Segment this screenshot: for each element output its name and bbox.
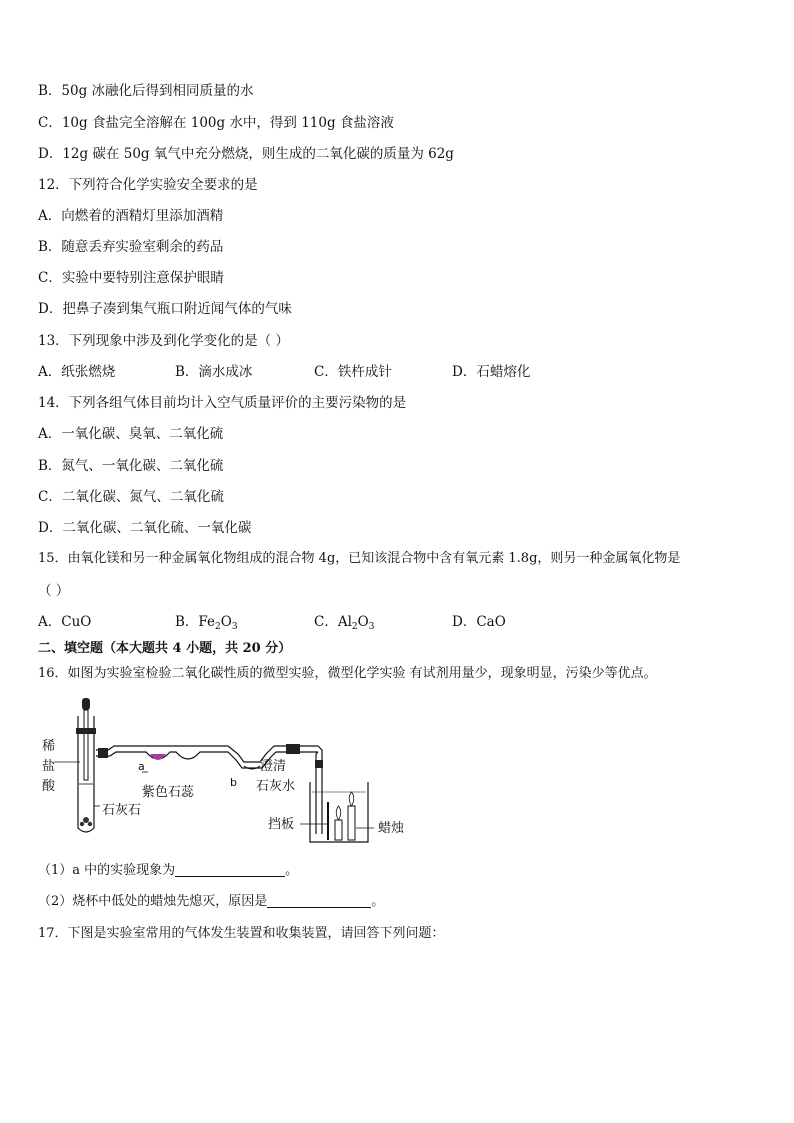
q13-option-c: C．铁杵成针 — [314, 364, 392, 380]
stopper-icon — [76, 728, 96, 734]
q14-stem: 14．下列各组气体目前均计入空气质量评价的主要污染物的是 — [38, 395, 407, 411]
q12-option-d: D．把鼻子凑到集气瓶口附近闻气体的气味 — [38, 301, 292, 317]
label-acid-2: 盐 — [42, 759, 56, 774]
q12-option-c: C．实验中要特别注意保护眼睛 — [38, 270, 224, 286]
dropper-bulb-icon — [82, 698, 90, 710]
q16-stem: 16．如图为实验室检验二氧化碳性质的微型实验，微型化学实验 有试剂用量少，现象明显，污染少等优点。 — [38, 666, 657, 681]
label-baffle: 挡板 — [268, 817, 295, 832]
co2-experiment-figure — [38, 694, 418, 854]
q14-option-d: D．二氧化碳、二氧化硫、一氧化碳 — [38, 520, 252, 536]
q15-options — [38, 613, 758, 631]
label-acid-3: 酸 — [42, 779, 56, 794]
q15-stem: 15．由氧化镁和另一种金属氧化物组成的混合物 4g，已知该混合物中含有氧元素 1.8g，则另一种金属氧化物是 — [38, 551, 681, 566]
label-a: a — [138, 760, 145, 773]
q16-1-answer-blank[interactable] — [175, 862, 285, 877]
q15-answer-paren: （ ） — [38, 583, 70, 599]
dropper-tube-icon — [84, 710, 88, 780]
candle-low-icon — [335, 820, 342, 840]
q14-option-b: B．氮气、一氧化碳、二氧化硫 — [38, 458, 224, 474]
label-litmus: 紫色石蕊 — [142, 785, 195, 800]
q11-option-c: C．10g 食盐完全溶解在 100g 水中，得到 110g 食盐溶液 — [38, 115, 394, 131]
label-limestone: 石灰石 — [102, 803, 142, 818]
q12-stem: 12．下列符合化学实验安全要求的是 — [38, 177, 258, 193]
q15-option-b: B．$Fe_2O_3$ — [175, 614, 238, 632]
q14-option-a: A．一氧化碳、臭氧、二氧化硫 — [38, 426, 224, 442]
q16-part-2: （2）烧杯中低处的蜡烛先熄灭，原因是 。 — [38, 894, 385, 909]
label-limewater-2: 石灰水 — [256, 779, 296, 794]
candle-high-icon — [348, 806, 355, 840]
label-b: b — [230, 776, 237, 789]
label-candle: 蜡烛 — [378, 821, 405, 836]
label-limewater-1: 澄清 — [260, 759, 287, 774]
q16-part-1: （1）a 中的实验现象为 。 — [38, 863, 299, 878]
section-2-heading: 二、填空题（本大题共 4 小题，共 20 分） — [38, 641, 292, 656]
q13-option-a: A．纸张燃烧 — [38, 364, 116, 380]
q14-option-c: C．二氧化碳、氮气、二氧化硫 — [38, 489, 224, 505]
q13-options — [38, 363, 758, 381]
q15-option-d: D．CaO — [452, 614, 506, 630]
q13-option-d: D．石蜡熔化 — [452, 364, 531, 380]
q16-2-answer-blank[interactable] — [267, 893, 371, 908]
label-acid-1: 稀 — [42, 739, 56, 754]
q13-stem: 13．下列现象中涉及到化学变化的是（ ） — [38, 333, 289, 349]
q15-option-c: C．$Al_2O_3$ — [314, 614, 375, 632]
q12-option-a: A．向燃着的酒精灯里添加酒精 — [38, 208, 224, 224]
q11-option-b: B．50g 冰融化后得到相同质量的水 — [38, 83, 254, 99]
q12-option-b: B．随意丢弃实验室剩余的药品 — [38, 239, 224, 255]
q11-option-d: D．12g 碳在 50g 氧气中充分燃烧，则生成的二氧化碳的质量为 62g — [38, 146, 454, 162]
q15-option-a: A．CuO — [38, 614, 92, 630]
litmus-drop-icon — [150, 754, 166, 760]
q17-stem: 17．下图是实验室常用的气体发生装置和收集装置，请回答下列问题： — [38, 926, 445, 941]
q13-option-b: B．滴水成冰 — [175, 364, 253, 380]
